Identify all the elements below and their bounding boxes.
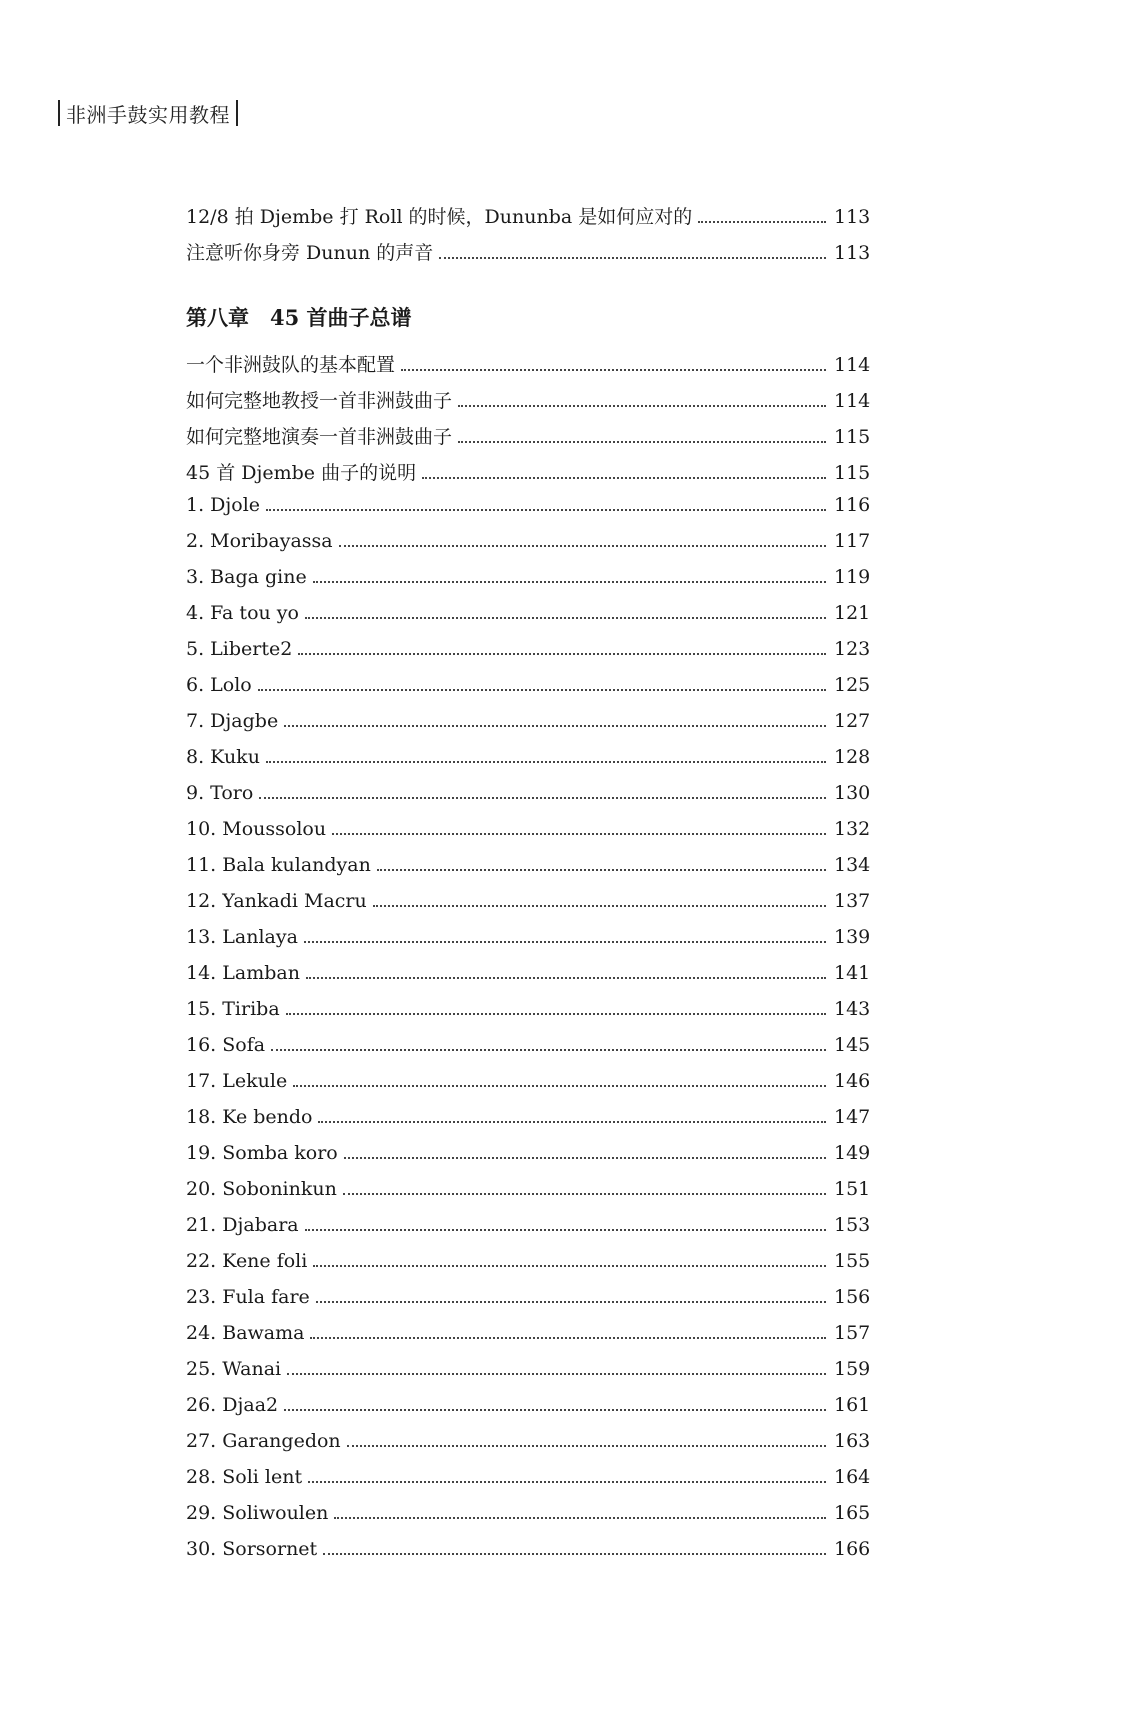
toc-entry[interactable] (186, 238, 871, 274)
toc-entry[interactable] (186, 1070, 871, 1106)
toc-entry[interactable] (186, 1034, 871, 1070)
toc-entry-label: 如何完整地教授一首非洲鼓曲子 (186, 390, 453, 412)
toc-entry[interactable] (186, 422, 871, 458)
toc-entry-label: 27. Garangedon (186, 1430, 341, 1452)
toc-entry-page: 139 (834, 926, 871, 948)
toc-entry-label: 一个非洲鼓队的基本配置 (186, 354, 396, 376)
dot-leader (284, 1409, 826, 1411)
toc-entry-label: 22. Kene foli (186, 1250, 308, 1272)
dot-leader (458, 405, 826, 407)
toc-entry-page: 119 (834, 566, 871, 588)
toc-entry-label: 29. Soliwoulen (186, 1502, 329, 1524)
toc-entry-label: 13. Lanlaya (186, 926, 298, 948)
toc-entry-page: 123 (834, 638, 871, 660)
toc-entry[interactable] (186, 638, 871, 674)
toc-entry-page: 132 (834, 818, 871, 840)
toc-entry-page: 164 (834, 1466, 871, 1488)
toc-entry-label: 23. Fula fare (186, 1286, 310, 1308)
toc-entry[interactable] (186, 1502, 871, 1538)
header-bar-right (236, 100, 238, 126)
toc-entry-page: 146 (834, 1070, 871, 1092)
toc-entry-page: 113 (834, 242, 871, 264)
table-of-contents (186, 202, 871, 1574)
toc-entry-label: 8. Kuku (186, 746, 260, 768)
toc-entry-page: 114 (834, 354, 871, 376)
dot-leader (304, 941, 826, 943)
book-title: 非洲手鼓实用教程 (66, 102, 230, 127)
dot-leader (316, 1301, 826, 1303)
toc-entry-label: 2. Moribayassa (186, 530, 333, 552)
toc-entry-page: 141 (834, 962, 871, 984)
toc-entry[interactable] (186, 926, 871, 962)
toc-entry-label: 26. Djaa2 (186, 1394, 279, 1416)
dot-leader (266, 761, 826, 763)
toc-entry-page: 147 (834, 1106, 871, 1128)
dot-leader (323, 1553, 826, 1555)
toc-entry-label: 1. Djole (186, 494, 261, 516)
pre-entries-list (186, 202, 871, 274)
dot-leader (305, 617, 826, 619)
toc-entry[interactable] (186, 494, 871, 530)
dot-leader (313, 1265, 826, 1267)
toc-entry[interactable] (186, 386, 871, 422)
toc-entry-page: 115 (834, 426, 871, 448)
chapter-entries-list (186, 350, 871, 1574)
dot-leader (318, 1121, 826, 1123)
toc-entry[interactable] (186, 350, 871, 386)
toc-entry-page: 165 (834, 1502, 871, 1524)
toc-entry[interactable] (186, 530, 871, 566)
toc-entry-label: 9. Toro (186, 782, 254, 804)
toc-entry-page: 163 (834, 1430, 871, 1452)
toc-entry-page: 128 (834, 746, 871, 768)
toc-entry-label: 3. Baga gine (186, 566, 307, 588)
toc-entry[interactable] (186, 566, 871, 602)
dot-leader (344, 1157, 826, 1159)
toc-entry-page: 153 (834, 1214, 871, 1236)
dot-leader (401, 369, 826, 371)
toc-entry[interactable] (186, 1394, 871, 1430)
dot-leader (347, 1445, 826, 1447)
toc-entry-label: 24. Bawama (186, 1322, 305, 1344)
toc-entry-label: 30. Sorsornet (186, 1538, 318, 1560)
toc-entry-label: 15. Tiriba (186, 998, 280, 1020)
toc-entry-page: 149 (834, 1142, 871, 1164)
toc-entry[interactable] (186, 202, 871, 238)
dot-leader (305, 1229, 826, 1231)
toc-entry-label: 5. Liberte2 (186, 638, 293, 660)
toc-entry[interactable] (186, 746, 871, 782)
toc-entry[interactable] (186, 962, 871, 998)
toc-entry[interactable] (186, 1286, 871, 1322)
dot-leader (334, 1517, 826, 1519)
toc-entry[interactable] (186, 710, 871, 746)
dot-leader (339, 545, 826, 547)
dot-leader (377, 869, 826, 871)
dot-leader (258, 689, 826, 691)
dot-leader (313, 581, 826, 583)
toc-entry-label: 45 首 Djembe 曲子的说明 (186, 462, 417, 484)
chapter-heading: 第八章 45 首曲子总谱 (186, 305, 412, 330)
toc-entry[interactable] (186, 1214, 871, 1250)
toc-entry-label: 19. Somba koro (186, 1142, 338, 1164)
dot-leader (298, 653, 826, 655)
toc-entry[interactable] (186, 998, 871, 1034)
dot-leader (266, 509, 826, 511)
toc-entry-label: 20. Soboninkun (186, 1178, 337, 1200)
toc-entry-page: 145 (834, 1034, 871, 1056)
toc-entry-label: 12. Yankadi Macru (186, 890, 367, 912)
toc-entry-label: 注意听你身旁 Dunun 的声音 (186, 242, 434, 264)
toc-entry-page: 143 (834, 998, 871, 1020)
toc-entry-page: 116 (834, 494, 871, 516)
toc-entry-page: 166 (834, 1538, 871, 1560)
toc-entry-page: 151 (834, 1178, 871, 1200)
toc-entry[interactable] (186, 602, 871, 638)
toc-entry[interactable] (186, 1178, 871, 1214)
dot-leader (458, 441, 826, 443)
toc-entry-page: 117 (834, 530, 871, 552)
dot-leader (286, 1013, 826, 1015)
toc-entry[interactable] (186, 818, 871, 854)
toc-entry-label: 14. Lamban (186, 962, 300, 984)
dot-leader (373, 905, 826, 907)
toc-entry[interactable] (186, 458, 871, 494)
toc-entry-label: 7. Djagbe (186, 710, 279, 732)
toc-entry-label: 如何完整地演奏一首非洲鼓曲子 (186, 426, 453, 448)
toc-entry[interactable] (186, 782, 871, 818)
running-header (58, 98, 238, 128)
toc-entry-label: 17. Lekule (186, 1070, 288, 1092)
toc-entry[interactable] (186, 854, 871, 890)
toc-entry[interactable] (186, 1430, 871, 1466)
toc-entry-label: 10. Moussolou (186, 818, 327, 840)
toc-entry-label: 28. Soli lent (186, 1466, 303, 1488)
toc-entry[interactable] (186, 1106, 871, 1142)
toc-entry-label: 18. Ke bendo (186, 1106, 313, 1128)
toc-entry[interactable] (186, 1358, 871, 1394)
dot-leader (271, 1049, 826, 1051)
toc-entry-label: 11. Bala kulandyan (186, 854, 371, 876)
toc-entry-page: 156 (834, 1286, 871, 1308)
dot-leader (439, 257, 826, 259)
dot-leader (698, 221, 826, 223)
toc-entry-page: 125 (834, 674, 871, 696)
dot-leader (306, 977, 826, 979)
toc-entry-page: 161 (834, 1394, 871, 1416)
toc-entry-page: 113 (834, 206, 871, 228)
toc-entry-page: 121 (834, 602, 871, 624)
toc-entry-label: 25. Wanai (186, 1358, 282, 1380)
dot-leader (284, 725, 826, 727)
dot-leader (308, 1481, 826, 1483)
toc-entry-label: 6. Lolo (186, 674, 252, 696)
toc-entry[interactable] (186, 1250, 871, 1286)
toc-entry[interactable] (186, 1466, 871, 1502)
toc-entry[interactable] (186, 1322, 871, 1358)
toc-entry-page: 130 (834, 782, 871, 804)
toc-entry-label: 12/8 拍 Djembe 打 Roll 的时候，Dununba 是如何应对的 (186, 206, 693, 228)
toc-entry-page: 114 (834, 390, 871, 412)
toc-entry-label: 16. Sofa (186, 1034, 266, 1056)
dot-leader (259, 797, 826, 799)
dot-leader (293, 1085, 826, 1087)
toc-entry-page: 157 (834, 1322, 871, 1344)
toc-entry[interactable] (186, 1538, 871, 1574)
toc-entry-page: 127 (834, 710, 871, 732)
toc-entry-page: 159 (834, 1358, 871, 1380)
toc-entry-label: 4. Fa tou yo (186, 602, 299, 624)
dot-leader (422, 477, 826, 479)
toc-entry-page: 115 (834, 462, 871, 484)
dot-leader (343, 1193, 826, 1195)
dot-leader (310, 1337, 826, 1339)
toc-entry-page: 155 (834, 1250, 871, 1272)
toc-entry[interactable] (186, 890, 871, 926)
toc-entry[interactable] (186, 1142, 871, 1178)
toc-entry-label: 21. Djabara (186, 1214, 299, 1236)
toc-entry-page: 137 (834, 890, 871, 912)
toc-entry-page: 134 (834, 854, 871, 876)
dot-leader (287, 1373, 826, 1375)
dot-leader (332, 833, 826, 835)
toc-entry[interactable] (186, 674, 871, 710)
